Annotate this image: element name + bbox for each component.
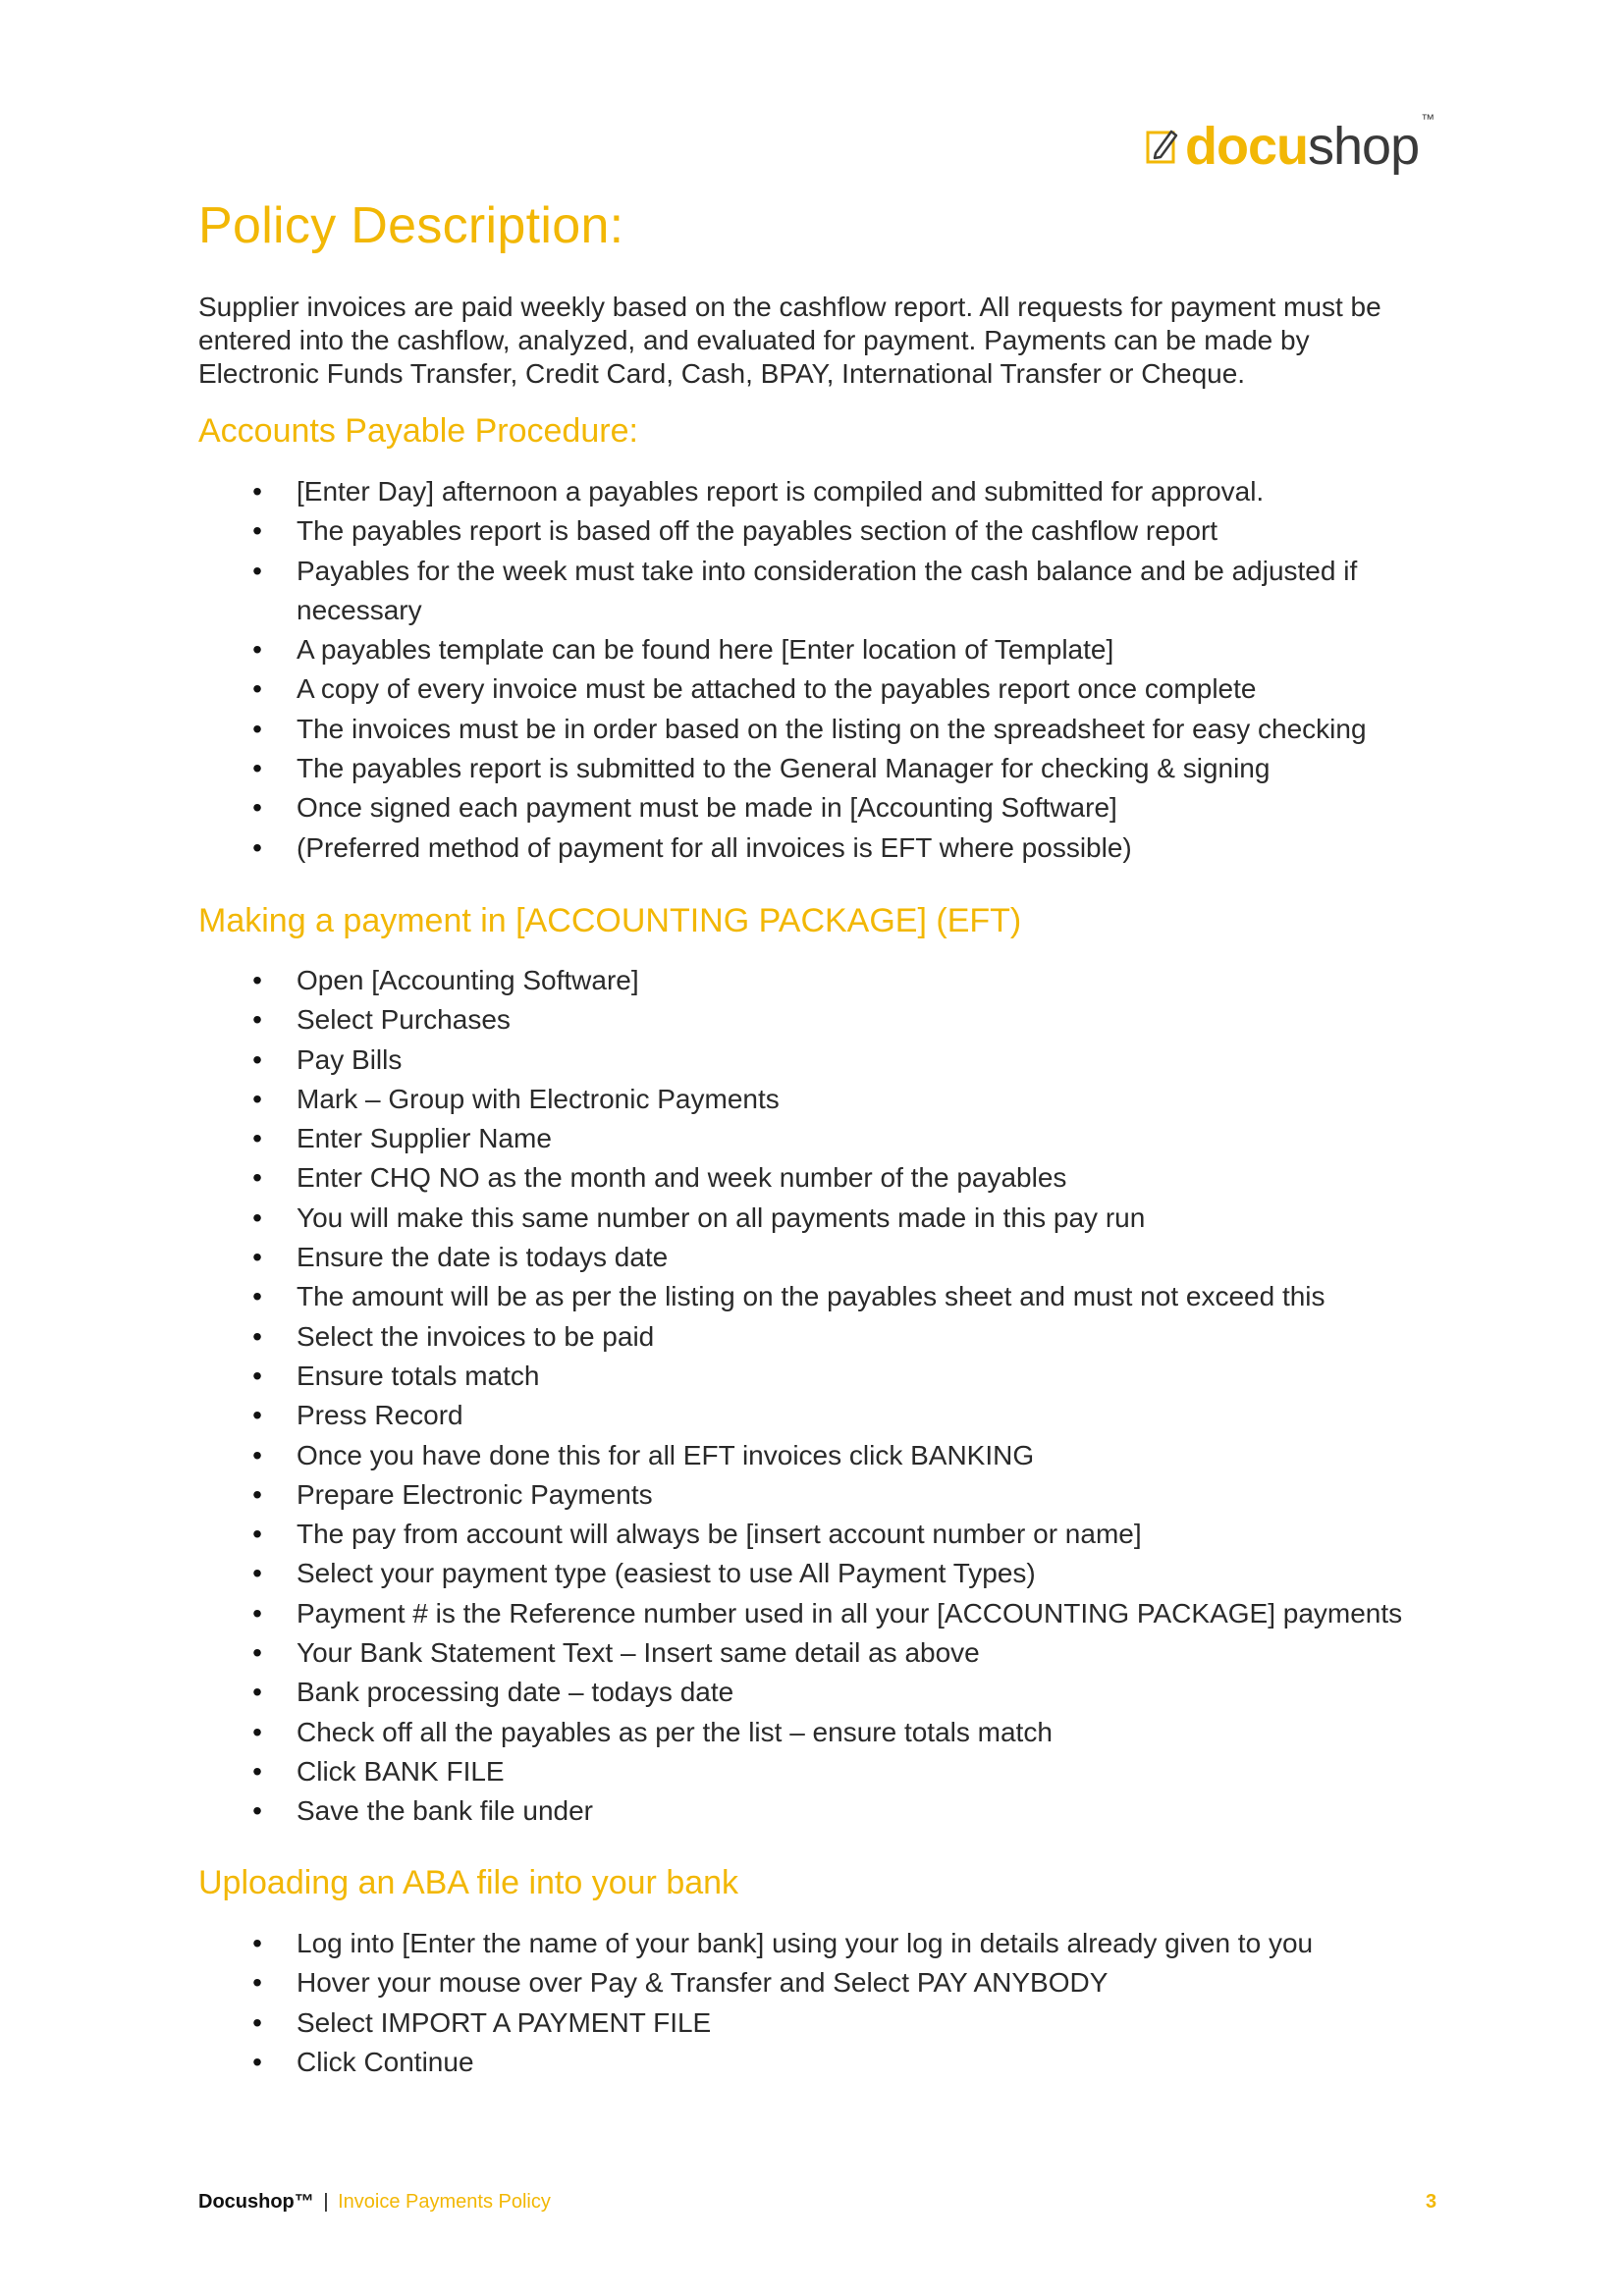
logo-docu-text: docu (1185, 117, 1308, 176)
bullet-icon: • (252, 476, 262, 507)
bullet-icon: • (252, 1004, 262, 1036)
list-item: • Select the invoices to be paid (198, 1317, 1435, 1357)
bullet-icon: • (252, 1439, 262, 1470)
bullet-icon: • (252, 1677, 262, 1708)
intro-paragraph: Supplier invoices are paid weekly based on the cashflow report. All requests for payment must be entered into the cashflow, analyzed, and evaluated for payment. Payments can be made by Electronic Funds Transfer, Credit Card, Cash, BPAY, International Transfer or Cheque. (198, 292, 1381, 389)
bullet-icon: • (252, 965, 262, 995)
list-item: • You will make this same number on all payments made in this pay run (198, 1199, 1435, 1238)
list-item: • Click Continue (198, 2043, 1435, 2082)
footer-document-title: Invoice Payments Policy (338, 2191, 551, 2213)
list-item: • Save the bank file under (198, 1791, 1435, 1831)
list-item: • Check off all the payables as per the list – ensure totals match (198, 1713, 1435, 1752)
document-pencil-icon (1146, 128, 1179, 165)
list-item: • Select Purchases (198, 1000, 1435, 1040)
list-item: • Select your payment type (easiest to use All Payment Types) (198, 1554, 1435, 1593)
accounts-payable-list (198, 472, 1435, 868)
bullet-icon: • (252, 1519, 262, 1550)
bullet-icon: • (252, 555, 262, 586)
bullet-icon: • (252, 1320, 262, 1352)
list-item: • The pay from account will always be [insert account number or name] (198, 1515, 1435, 1554)
footer-separator: | (323, 2191, 329, 2213)
section-heading-uploading-aba: Uploading an ABA file into your bank (198, 1864, 739, 1901)
bullet-icon: • (252, 1123, 262, 1154)
bullet-icon: • (252, 1637, 262, 1669)
list-item: • [Enter Day] afternoon a payables report is compiled and submitted for approval. (198, 472, 1435, 511)
list-item: • A copy of every invoice must be attached to the payables report once complete (198, 669, 1435, 709)
bullet-icon: • (252, 1201, 262, 1233)
page-footer (198, 2191, 551, 2214)
page-title: Policy Description: (198, 197, 624, 254)
list-item: • Open [Accounting Software] (198, 961, 1435, 1000)
list-item: • The payables report is based off the payables section of the cashflow report (198, 511, 1435, 551)
bullet-icon: • (252, 1716, 262, 1747)
list-item: • Your Bank Statement Text – Insert same detail as above (198, 1633, 1435, 1673)
bullet-icon: • (252, 1083, 262, 1114)
bullet-icon: • (252, 1558, 262, 1589)
list-item: • The invoices must be in order based on the listing on the spreadsheet for easy checking (198, 710, 1435, 749)
bullet-icon: • (252, 1281, 262, 1312)
list-item: • Prepare Electronic Payments (198, 1475, 1435, 1515)
bullet-icon: • (252, 1162, 262, 1194)
list-item: • Click BANK FILE (198, 1752, 1435, 1791)
list-item: • Log into [Enter the name of your bank] using your log in details already given to you (198, 1924, 1435, 1963)
list-item: • Bank processing date – todays date (198, 1673, 1435, 1712)
bullet-icon: • (252, 1043, 262, 1075)
list-item: • Mark – Group with Electronic Payments (198, 1080, 1435, 1119)
list-item: • Payment # is the Reference number used in all your [ACCOUNTING PACKAGE] payments (198, 1594, 1435, 1633)
bullet-icon: • (252, 2046, 262, 2077)
bullet-icon: • (252, 1755, 262, 1787)
list-item: • Once signed each payment must be made in [Accounting Software] (198, 788, 1435, 828)
logo-shop-text: shop (1308, 117, 1420, 176)
bullet-icon: • (252, 713, 262, 744)
list-item: • The amount will be as per the listing on the payables sheet and must not exceed this (198, 1277, 1435, 1316)
bullet-icon: • (252, 634, 262, 666)
bullet-icon: • (252, 673, 262, 705)
section-heading-making-payment: Making a payment in [ACCOUNTING PACKAGE] (EFT) (198, 902, 1022, 939)
bullet-icon: • (252, 1478, 262, 1510)
bullet-icon: • (252, 1928, 262, 1958)
list-item: • Pay Bills (198, 1041, 1435, 1080)
list-item: • Hover your mouse over Pay & Transfer and Select PAY ANYBODY (198, 1963, 1435, 2002)
bullet-icon: • (252, 1597, 262, 1629)
bullet-icon: • (252, 1400, 262, 1431)
list-item: • The payables report is submitted to the General Manager for checking & signing (198, 749, 1435, 788)
page-number: 3 (1426, 2191, 1437, 2213)
bullet-icon: • (252, 753, 262, 784)
list-item: • Ensure totals match (198, 1357, 1435, 1396)
list-item: • Once you have done this for all EFT invoices click BANKING (198, 1436, 1435, 1475)
uploading-aba-list (198, 1924, 1435, 2082)
list-item: • A payables template can be found here [Enter location of Template] (198, 630, 1435, 669)
list-item: • (Preferred method of payment for all invoices is EFT where possible) (198, 828, 1435, 868)
bullet-icon: • (252, 515, 262, 547)
bullet-icon: • (252, 2006, 262, 2038)
bullet-icon: • (252, 831, 262, 863)
footer-brand: Docushop™ (198, 2191, 314, 2213)
docushop-logo (1146, 111, 1434, 176)
list-item: • Select IMPORT A PAYMENT FILE (198, 2003, 1435, 2043)
making-payment-list (198, 961, 1435, 1832)
bullet-icon: • (252, 792, 262, 824)
list-item: • Press Record (198, 1396, 1435, 1435)
logo-trademark: ™ (1421, 111, 1434, 127)
bullet-icon: • (252, 1967, 262, 1999)
list-item: • Enter CHQ NO as the month and week number of the payables (198, 1158, 1435, 1198)
list-item: • Payables for the week must take into consideration the cash balance and be adjusted if necessary (198, 552, 1435, 631)
bullet-icon: • (252, 1360, 262, 1391)
list-item: • Enter Supplier Name (198, 1119, 1435, 1158)
bullet-icon: • (252, 1795, 262, 1827)
section-heading-accounts-payable: Accounts Payable Procedure: (198, 412, 638, 450)
list-item: • Ensure the date is todays date (198, 1238, 1435, 1277)
bullet-icon: • (252, 1242, 262, 1273)
